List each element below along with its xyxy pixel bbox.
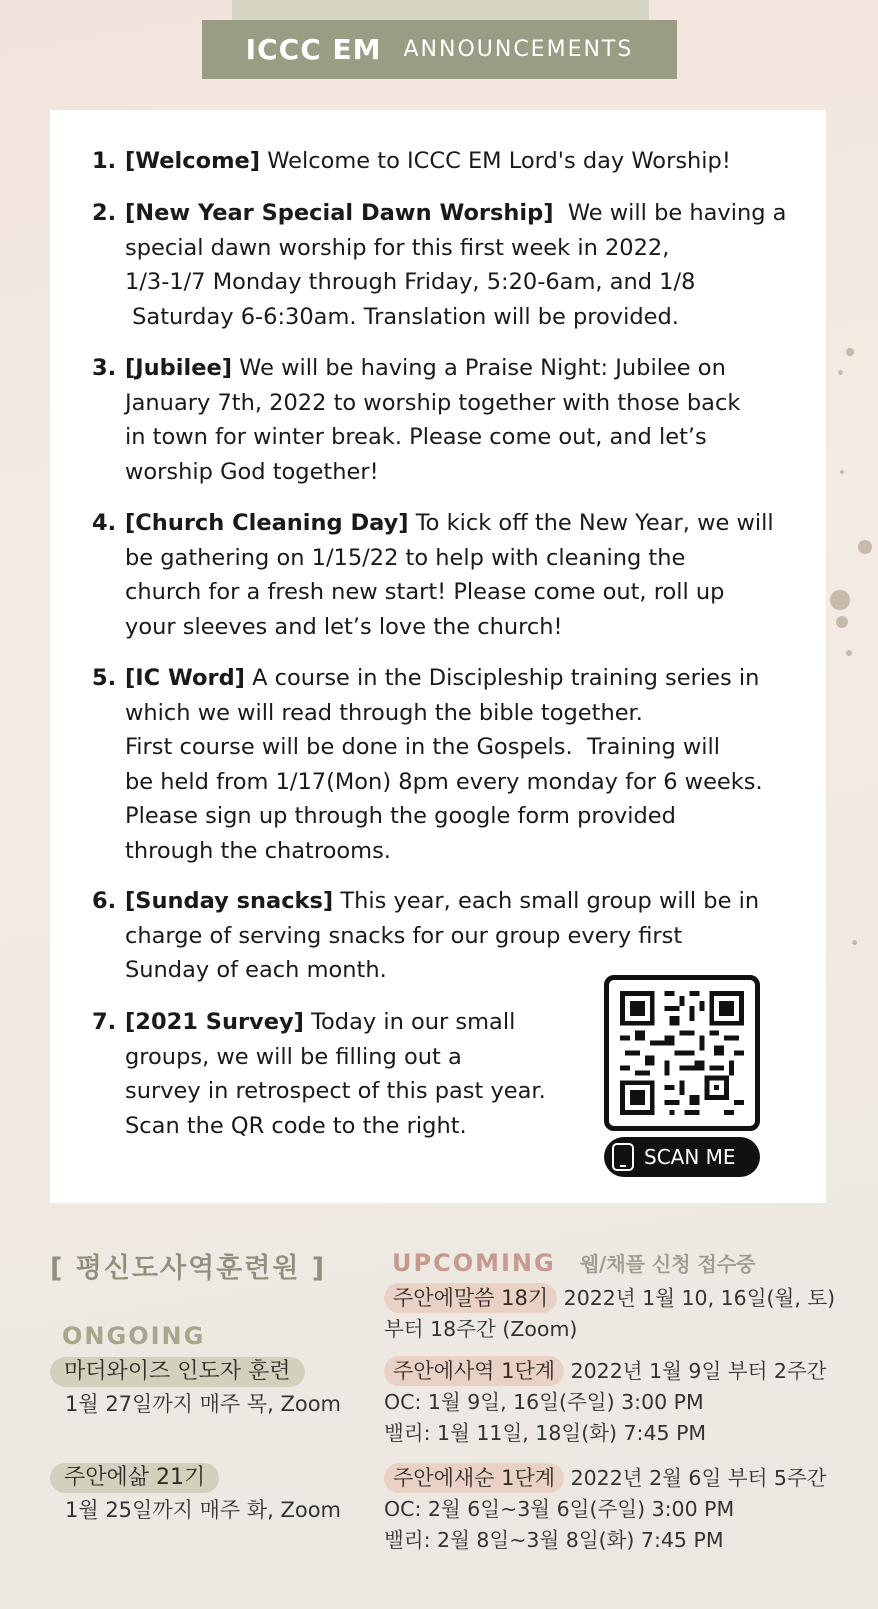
decor-speck: [830, 590, 850, 610]
program-schedule: 2022년 1월 9일 부터 2주간: [570, 1359, 827, 1383]
decor-speck: [838, 370, 843, 375]
upcoming-header: [392, 1248, 756, 1277]
announcement-line: survey in retrospect of this past year.: [125, 1078, 546, 1104]
announcement-3: [92, 351, 792, 489]
announcement-tag: [Welcome]: [125, 148, 261, 174]
announcement-line: your sleeves and let’s love the church!: [125, 613, 563, 640]
announcement-line: Scan the QR code to the right.: [125, 1112, 467, 1139]
announcement-line: be gathering on 1/15/22 to help with cleaning the: [125, 544, 686, 571]
announcement-line: Sunday of each month.: [125, 957, 387, 983]
announcement-line: which we will read through the bible together.: [125, 699, 643, 726]
program-detail: OC: 2월 6일~3월 6일(주일) 3:00 PM: [384, 1497, 735, 1521]
program-schedule: 2022년 2월 6일 부터 5주간: [570, 1466, 827, 1490]
ongoing-item: [50, 1463, 341, 1527]
decor-speck: [836, 616, 848, 628]
program-detail: 밸리: 1월 11일, 18일(화) 7:45 PM: [384, 1421, 707, 1445]
scan-me-button[interactable]: [604, 1137, 760, 1177]
announcement-number: 6.: [92, 888, 117, 914]
phone-icon: [612, 1143, 634, 1171]
announcement-number: 3.: [92, 355, 117, 381]
announcement-line: First course will be done in the Gospels. Training will: [125, 734, 721, 760]
program-schedule: 2022년 1월 10, 16일(월, 토): [563, 1286, 836, 1310]
announcement-line: This year, each small group will be in: [340, 888, 760, 914]
announcement-line: be held from 1/17(Mon) 8pm every monday for 6 weeks.: [125, 768, 763, 795]
announcement-line: charge of serving snacks for our group every first: [125, 922, 683, 949]
announcement-1: [92, 144, 792, 179]
announcement-line: church for a fresh new start! Please come out, roll up: [125, 579, 725, 605]
announcements-card: [50, 110, 826, 1203]
announcement-number: 4.: [92, 510, 117, 536]
decor-speck: [852, 940, 857, 945]
announcement-line: through the chatrooms.: [125, 837, 391, 864]
program-detail: 부터 18주간 (Zoom): [384, 1317, 578, 1341]
announcement-line: Please sign up through the google form provided: [125, 803, 676, 829]
header-brand: ICCC EM: [245, 33, 382, 66]
announcement-line: We will be having a Praise Night: Jubilee on: [239, 355, 726, 381]
announcement-number: 1.: [92, 148, 117, 174]
announcement-line: A course in the Discipleship training series in: [252, 665, 760, 691]
qr-block[interactable]: [604, 975, 760, 1177]
announcement-line: January 7th, 2022 to worship together with those back: [125, 389, 741, 416]
upcoming-item: [384, 1283, 869, 1345]
qr-code[interactable]: [604, 975, 760, 1131]
announcement-number: 7.: [92, 1009, 117, 1035]
announcement-4: [92, 506, 792, 644]
announcement-tag: [Sunday snacks]: [125, 888, 334, 914]
announcement-tag: [IC Word]: [125, 665, 245, 691]
announcement-6: [92, 884, 792, 988]
upcoming-item: [384, 1463, 869, 1556]
upcoming-label: UPCOMING: [392, 1249, 556, 1277]
program-detail: 밸리: 2월 8일~3월 8일(화) 7:45 PM: [384, 1528, 724, 1552]
announcement-line: We will be having a: [567, 200, 787, 226]
announcement-line: Saturday 6-6:30am. Translation will be provided.: [125, 303, 679, 330]
decor-speck: [846, 650, 852, 656]
announcement-7: [92, 1005, 572, 1143]
announcement-tag: [Jubilee]: [125, 355, 233, 381]
header-subtitle: ANNOUNCEMENTS: [403, 37, 634, 62]
ongoing-item: [50, 1357, 341, 1421]
program-detail: OC: 1월 9일, 16일(주일) 3:00 PM: [384, 1390, 704, 1414]
program-desc: 1월 25일까지 매주 화, Zoom: [65, 1498, 341, 1522]
announcement-tag: [Church Cleaning Day]: [125, 510, 409, 536]
top-strip: [232, 0, 649, 20]
upcoming-item: [384, 1356, 869, 1449]
announcement-line: Today in our small: [311, 1009, 516, 1035]
announcement-line: To kick off the New Year, we will: [415, 510, 774, 536]
upcoming-subtitle: 웹/채플 신청 접수중: [579, 1252, 756, 1276]
decor-speck: [858, 540, 872, 554]
program-name-pill: 주안에새순 1단계: [384, 1463, 564, 1493]
announcement-line: Welcome to ICCC EM Lord's day Worship!: [267, 148, 731, 174]
ongoing-label: ONGOING: [62, 1322, 206, 1350]
announcement-tag: [New Year Special Dawn Worship]: [125, 200, 554, 226]
announcement-line: groups, we will be filling out a: [125, 1043, 462, 1070]
program-name-pill: 주안에사역 1단계: [384, 1356, 564, 1386]
program-name-pill: 주안에삶 21기: [50, 1463, 219, 1493]
announcement-tag: [2021 Survey]: [125, 1009, 304, 1035]
announcement-number: 2.: [92, 200, 117, 226]
program-name-pill: 마더와이즈 인도자 훈련: [50, 1357, 305, 1387]
training-title: [ 평신도사역훈련원 ]: [50, 1253, 327, 1284]
announcement-number: 5.: [92, 665, 117, 691]
decor-speck: [840, 470, 844, 474]
decor-speck: [846, 348, 854, 356]
scan-me-label: SCAN ME: [644, 1145, 736, 1169]
announcement-line: worship God together!: [125, 458, 379, 485]
announcement-2: [92, 196, 792, 334]
announcement-line: in town for winter break. Please come out, and let’s: [125, 424, 707, 450]
announcement-5: [92, 661, 792, 868]
announcement-line: 1/3-1/7 Monday through Friday, 5:20-6am, and 1/8: [125, 269, 696, 295]
qr-code-pattern: [620, 991, 744, 1115]
announcement-line: special dawn worship for this first week in 2022,: [125, 234, 670, 261]
program-desc: 1월 27일까지 매주 목, Zoom: [65, 1392, 341, 1416]
header-bar: [202, 20, 677, 79]
program-name-pill: 주안에말씀 18기: [384, 1283, 557, 1313]
